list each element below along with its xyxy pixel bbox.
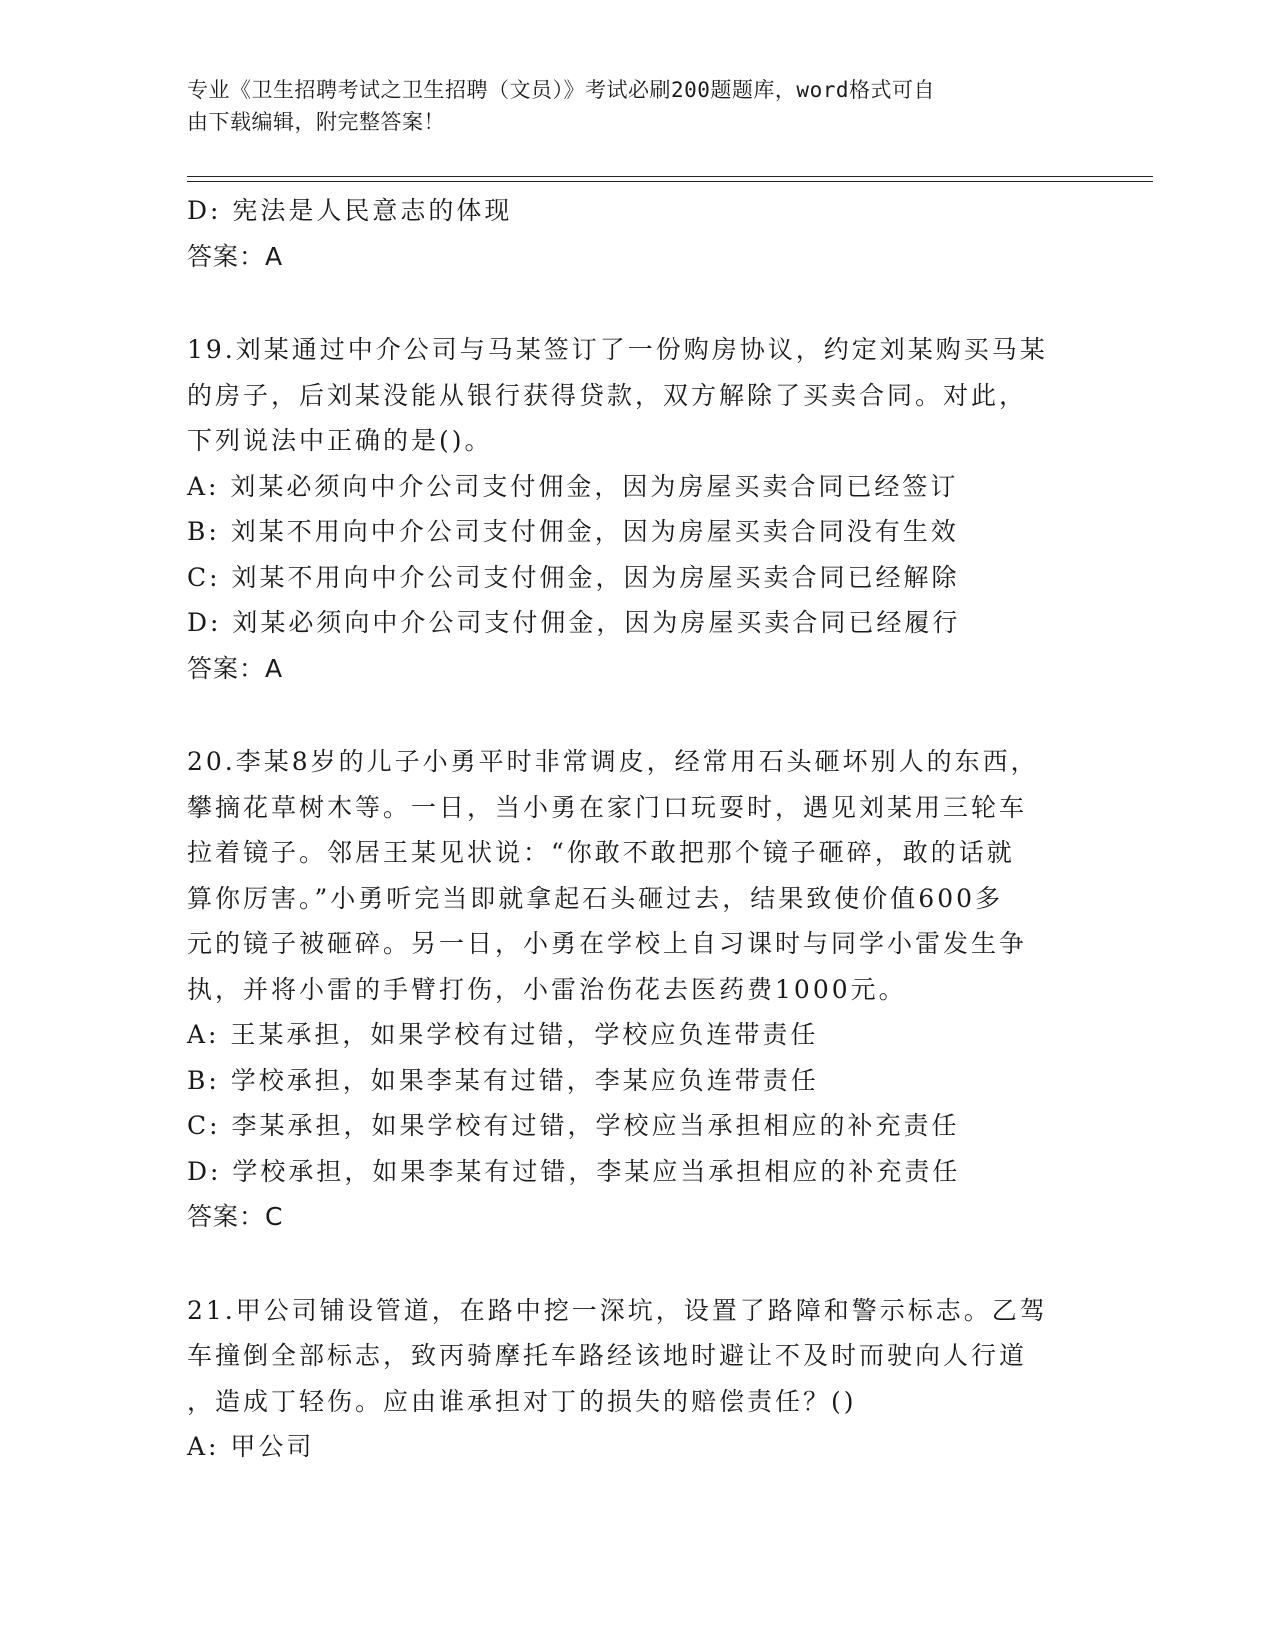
question-stem-line: 21.甲公司铺设管道，在路中挖一深坑，设置了路障和警示标志。乙驾	[187, 1295, 1048, 1325]
option-a: A: 王某承担，如果学校有过错，学校应负连带责任	[187, 1020, 819, 1049]
question-stem-line: 19.刘某通过中介公司与马某签订了一份购房协议，约定刘某购买马某	[187, 335, 1048, 364]
option-b: B: 学校承担，如果李某有过错，李某应负连带责任	[187, 1065, 819, 1095]
option-a: A: 甲公司	[187, 1432, 315, 1461]
question-stem-line: 攀摘花草树木等。一日，当小勇在家门口玩耍时，遇见刘某用三轮车	[187, 792, 1028, 822]
question-21	[187, 1288, 1087, 1470]
document-body	[187, 188, 1087, 1470]
question-stem-line: 算你厉害。”小勇听完当即就拿起石头砸过去，结果致使价值600多	[187, 883, 1004, 913]
answer-line: 答案：A	[187, 653, 284, 683]
option-d: D: 刘某必须向中介公司支付佣金，因为房屋买卖合同已经履行	[187, 608, 961, 637]
question-stem-line: 拉着镜子。邻居王某见状说：“你敢不敢把那个镜子砸碎，敢的话就	[187, 838, 1015, 867]
question-stem-line: 车撞倒全部标志，致丙骑摩托车路经该地时避让不及时而驶向人行道	[187, 1341, 1028, 1370]
option-b: B: 刘某不用向中介公司支付佣金，因为房屋买卖合同没有生效	[187, 517, 959, 546]
question-stem-line: 下列说法中正确的是()。	[187, 426, 493, 455]
previous-question-tail	[187, 188, 1087, 279]
header-divider	[187, 176, 1153, 182]
page-header	[187, 74, 1067, 138]
answer-line: 答案：C	[187, 1202, 284, 1231]
option-c: C: 刘某不用向中介公司支付佣金，因为房屋买卖合同已经解除	[187, 562, 960, 592]
spacer	[187, 691, 1087, 739]
header-title-line-2: 由下载编辑，附完整答案！	[187, 110, 445, 134]
option-d: D: 宪法是人民意志的体现	[187, 196, 513, 225]
question-19	[187, 327, 1087, 691]
question-20	[187, 739, 1087, 1240]
question-stem-line: 元的镜子被砸碎。另一日，小勇在学校上自习课时与同学小雷发生争	[187, 929, 1028, 958]
question-stem-line: 执，并将小雷的手臂打伤，小雷治伤花去医药费1000元。	[187, 974, 907, 1004]
spacer	[187, 1240, 1087, 1288]
option-a: A: 刘某必须向中介公司支付佣金，因为房屋买卖合同已经签订	[187, 471, 959, 501]
option-c: C: 李某承担，如果学校有过错，学校应当承担相应的补充责任	[187, 1111, 960, 1140]
header-title-line-1: 专业《卫生招聘考试之卫生招聘（文员）》考试必刷200题题库，word格式可自	[187, 78, 935, 102]
question-stem-line: ，造成丁轻伤。应由谁承担对丁的损失的赔偿责任？()	[187, 1386, 857, 1416]
question-stem-line: 的房子，后刘某没能从银行获得贷款，双方解除了买卖合同。对此，	[187, 380, 1028, 410]
answer-line: 答案：A	[187, 241, 284, 271]
question-stem-line: 20.李某8岁的儿子小勇平时非常调皮，经常用石头砸坏别人的东西，	[187, 747, 1039, 776]
option-d: D: 学校承担，如果李某有过错，李某应当承担相应的补充责任	[187, 1156, 961, 1186]
spacer	[187, 279, 1087, 327]
